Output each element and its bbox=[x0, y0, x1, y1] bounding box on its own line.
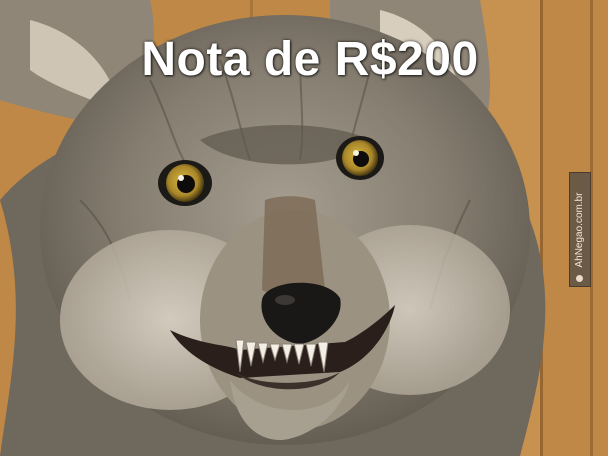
meme-caption: Nota de R$200 bbox=[141, 33, 479, 86]
watermark-logo-icon bbox=[576, 275, 583, 282]
watermark-badge bbox=[569, 172, 591, 287]
watermark-text: AhNegao.com.br bbox=[574, 191, 585, 268]
left-eye bbox=[158, 160, 212, 206]
right-eye bbox=[336, 136, 384, 180]
